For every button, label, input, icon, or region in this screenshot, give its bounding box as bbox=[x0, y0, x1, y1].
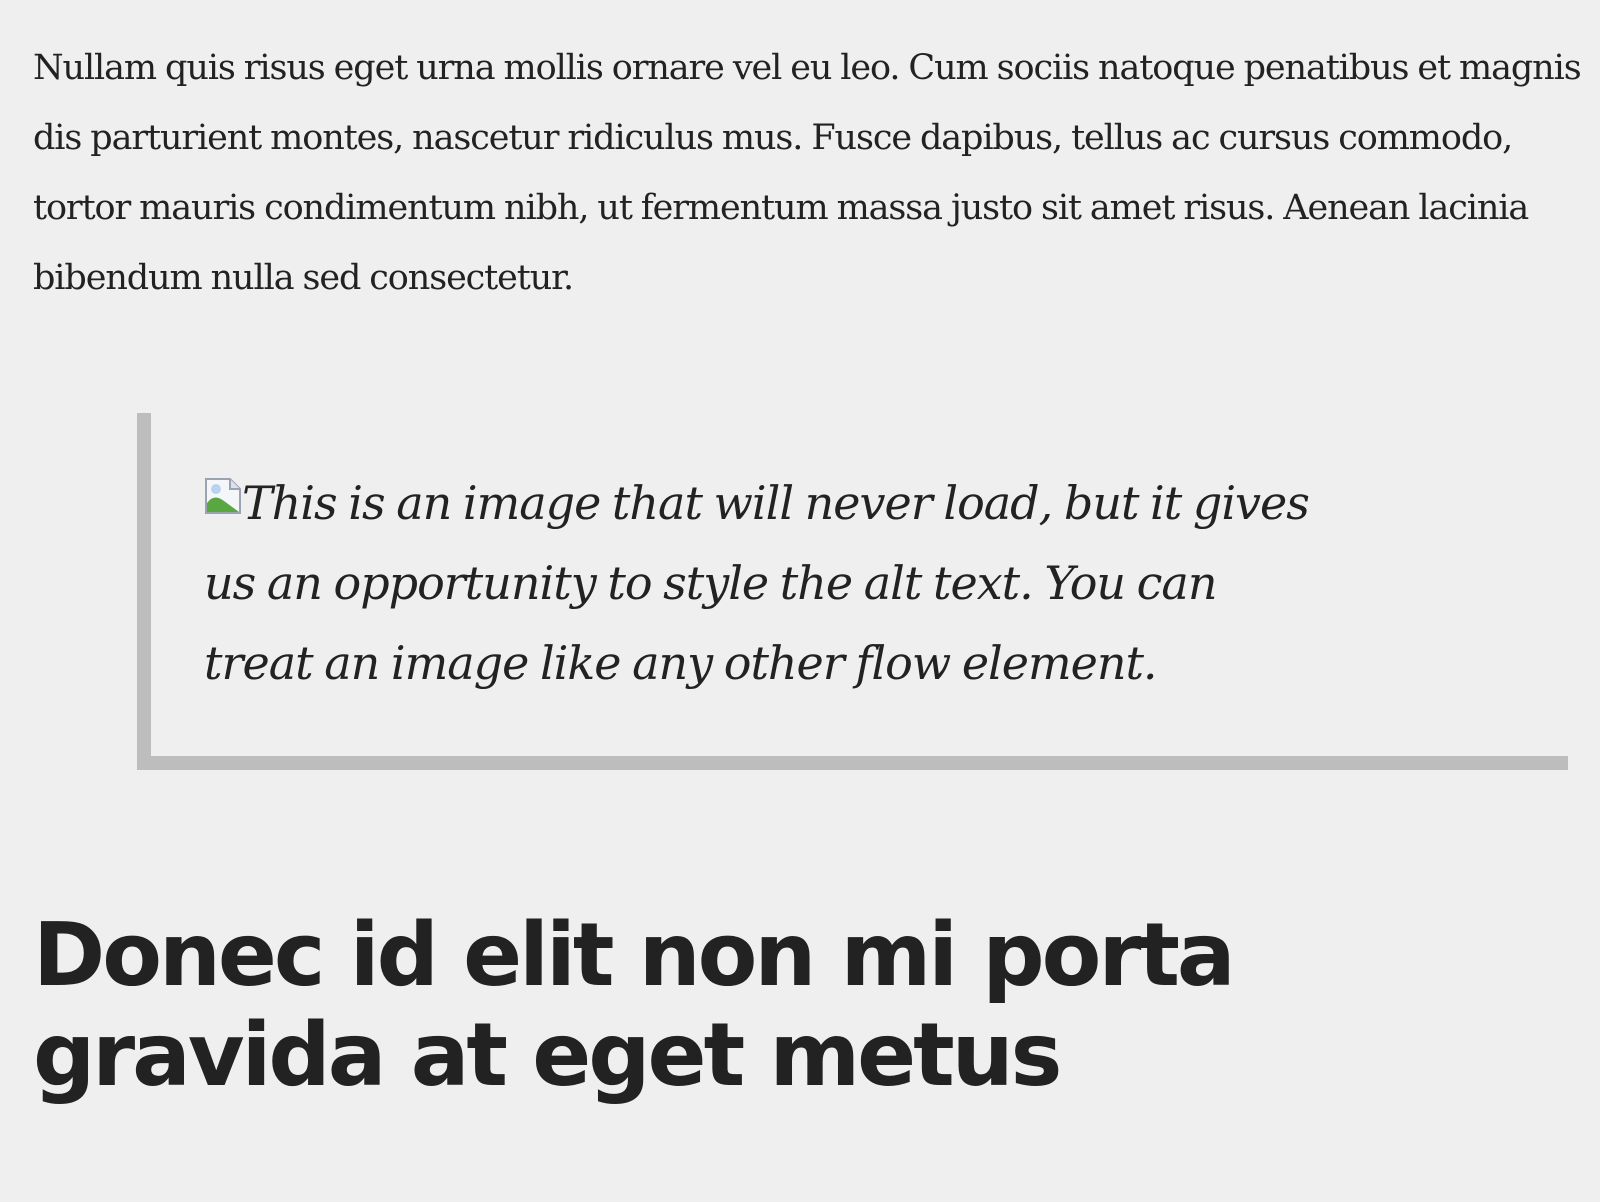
section-heading: Donec id elit non mi porta gravida at eget metus bbox=[33, 904, 1233, 1106]
next-paragraph bbox=[33, 1158, 1600, 1202]
image-alt-text: This is an image that will never load, but it gives us an opportunity to style the alt text. You can treat an image like any other flow element. bbox=[204, 476, 1309, 690]
intro-paragraph: Nullam quis risus eget urna mollis ornare vel eu leo. Cum sociis natoque penatibus et magnis dis parturient montes, nascetur ridiculus mus. Fusce dapibus, tellus ac cursus commodo, tortor mauris condimentum nibh, ut fermentum massa justo sit amet risus. Aenean lacinia bibendum nulla sed consectetur. bbox=[33, 48, 1581, 298]
image-blockquote bbox=[137, 413, 1568, 770]
image-alt-container bbox=[204, 463, 1334, 703]
broken-image-icon bbox=[204, 477, 242, 515]
